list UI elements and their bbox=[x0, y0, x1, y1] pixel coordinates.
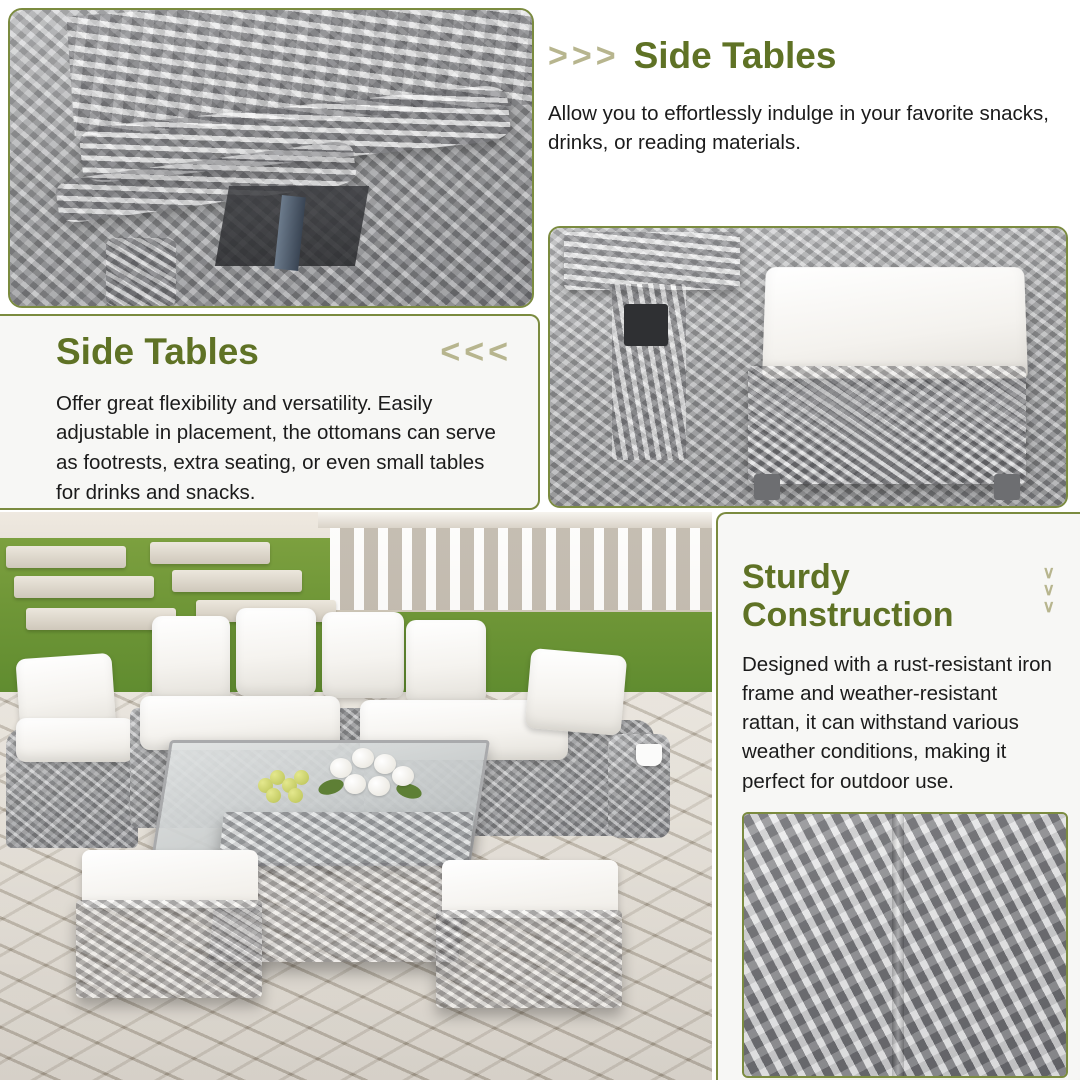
chevron-left-icon: <<< bbox=[440, 333, 512, 372]
sofa-back-cushion-3 bbox=[236, 608, 316, 696]
sturdy-construction-panel bbox=[716, 512, 1080, 1080]
side-tables-left-body: Offer great flexibility and versatility. Easily adjustable in placement, the ottomans can serve as footrests, extra seating, or even small tables for drinks and snacks. bbox=[56, 391, 496, 504]
side-tables-right-body: Allow you to effortlessly indulge in your favorite snacks, drinks, or reading materials. bbox=[548, 101, 1049, 155]
ottoman-rattan-frame bbox=[748, 366, 1026, 484]
ottoman-front-right bbox=[436, 860, 622, 1010]
side-table-shadow bbox=[624, 304, 668, 346]
side-table-top bbox=[564, 232, 740, 290]
stone-step-2 bbox=[150, 542, 270, 564]
grapes-decor bbox=[258, 764, 314, 802]
flower bbox=[368, 776, 390, 796]
chevron-right-icon: >>> bbox=[548, 37, 620, 76]
side-table-object bbox=[564, 232, 740, 462]
flower bbox=[352, 748, 374, 768]
ottoman-closeup-photo bbox=[548, 226, 1068, 508]
grape bbox=[294, 770, 309, 785]
sofa-back-cushion-6 bbox=[525, 648, 628, 736]
patio-scene-photo bbox=[0, 512, 712, 1080]
ottoman-leg-left bbox=[754, 474, 780, 500]
coffee-cup bbox=[636, 744, 662, 766]
sofa-seat-cushion-1 bbox=[16, 718, 134, 762]
balustrade-top-rail bbox=[318, 512, 712, 528]
ottoman-leg-right bbox=[994, 474, 1020, 500]
side-tables-right-block bbox=[548, 36, 1068, 216]
balustrade-railing bbox=[330, 512, 712, 620]
sturdy-construction-body: Designed with a rust-resistant iron frame and weather-resistant rattan, it can withstand various weather conditions, making it perfect for outdoor use. bbox=[742, 653, 1052, 793]
grape bbox=[266, 788, 281, 803]
grape bbox=[288, 788, 303, 803]
flower-arrangement bbox=[318, 744, 424, 806]
top-left-closeup-photo bbox=[8, 8, 534, 308]
sturdy-construction-title: Sturdy Construction bbox=[742, 558, 954, 635]
side-tables-left-title: Side Tables bbox=[56, 331, 259, 372]
stone-step-3 bbox=[14, 576, 154, 598]
side-tables-right-title: Side Tables bbox=[633, 35, 837, 76]
ottoman-front-right-frame bbox=[436, 910, 622, 1008]
rattan-foot bbox=[106, 238, 176, 306]
stone-step-4 bbox=[172, 570, 302, 592]
leaf bbox=[316, 776, 345, 797]
rattan-weave-texture bbox=[744, 814, 1066, 1076]
ottoman-front-left-frame bbox=[76, 900, 262, 998]
sofa-back-cushion-4 bbox=[322, 612, 404, 698]
rattan-weave-closeup-photo bbox=[742, 812, 1068, 1078]
flower bbox=[344, 774, 366, 794]
ottoman-object bbox=[738, 266, 1030, 494]
sofa-back-cushion-2 bbox=[152, 616, 230, 702]
chevron-down-1: ∨ bbox=[1042, 563, 1060, 582]
sturdy-heading-row bbox=[742, 558, 1060, 634]
chevron-down-3: ∨ bbox=[1042, 597, 1060, 616]
ottoman-front-left bbox=[76, 850, 262, 1000]
chevron-down-icon bbox=[1043, 558, 1060, 615]
side-tables-right-heading-row bbox=[548, 36, 1068, 77]
sofa-back-cushion-5 bbox=[406, 620, 486, 704]
flower bbox=[392, 766, 414, 786]
side-tables-left-card bbox=[0, 314, 540, 510]
stone-step-1 bbox=[6, 546, 126, 568]
side-tables-left-heading-row bbox=[56, 332, 512, 373]
weave-seam bbox=[892, 814, 904, 1076]
chevron-down-2: ∨ bbox=[1042, 580, 1060, 599]
ottoman-cushion bbox=[762, 267, 1028, 378]
